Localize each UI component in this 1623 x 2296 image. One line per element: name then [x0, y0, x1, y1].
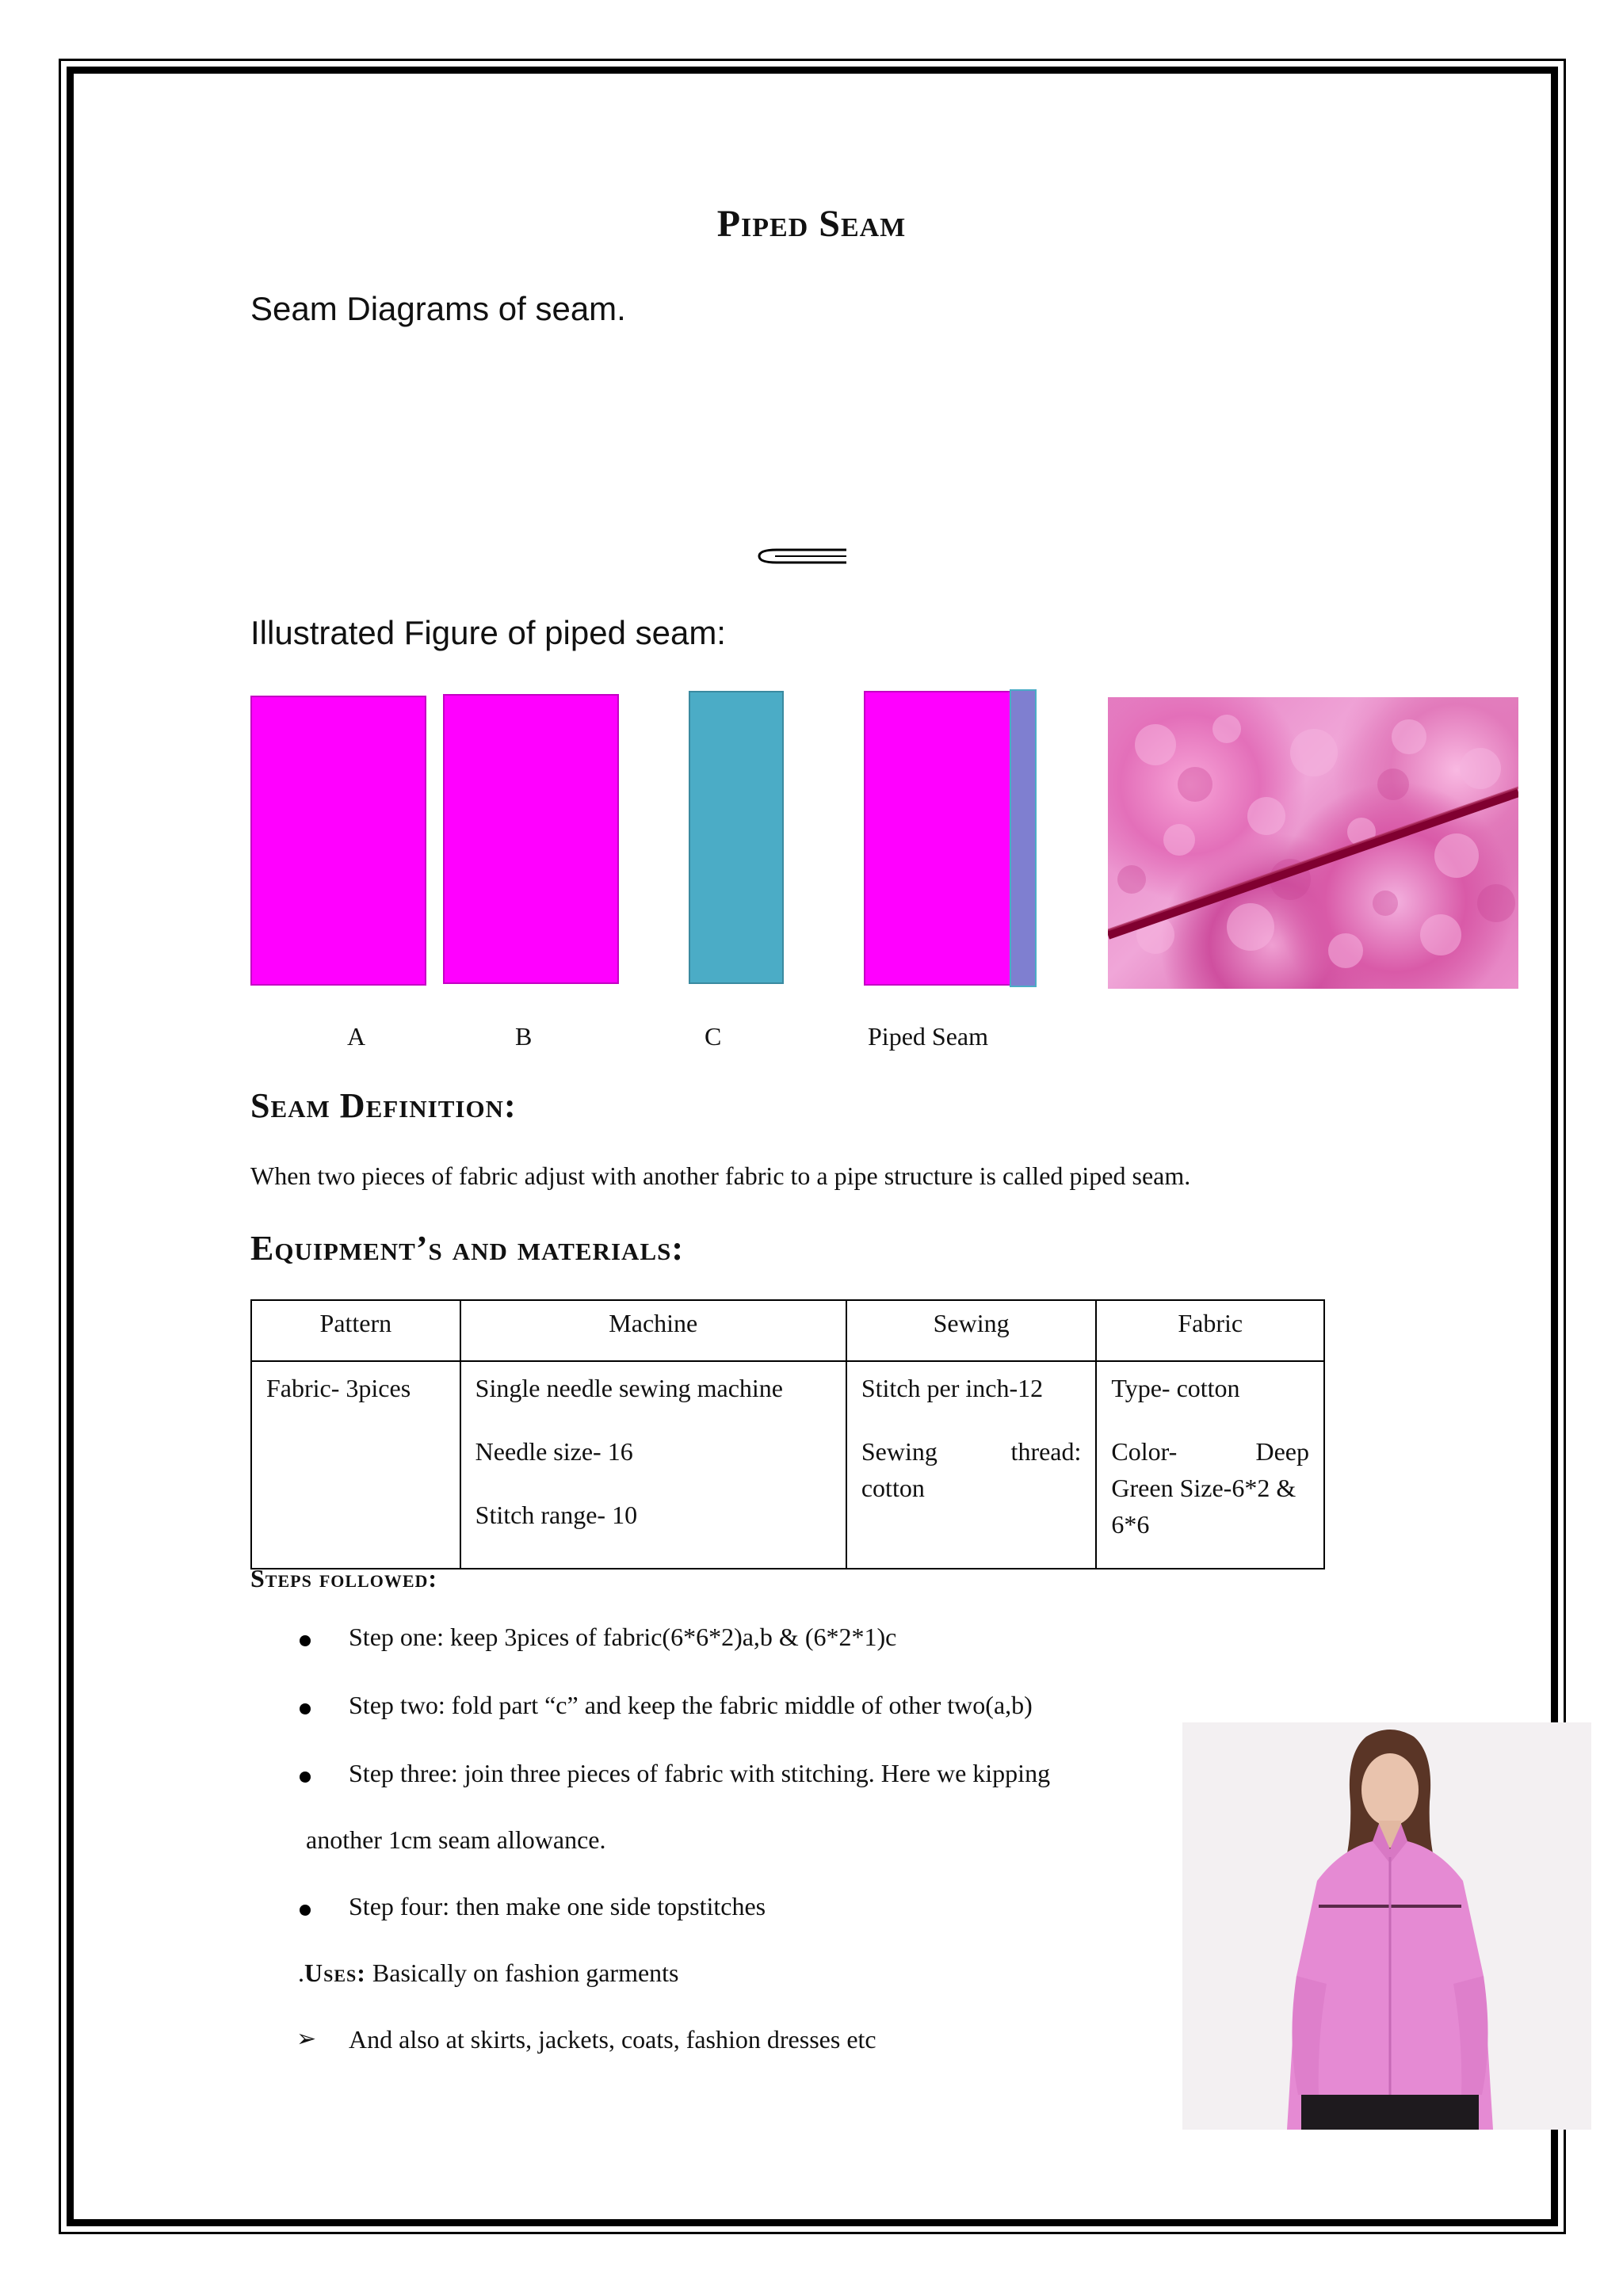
seam-diagram-heading: Seam Diagrams of seam.: [250, 290, 626, 327]
illustrated-figure-heading: Illustrated Figure of piped seam:: [250, 614, 726, 651]
table-row: [251, 1361, 1324, 1569]
stitch-per-inch: Stitch per inch-12: [861, 1374, 1044, 1402]
extra-use: And also at skirts, jackets, coats, fashion dresses etc: [349, 2025, 876, 2054]
needle-size: Needle size- 16: [475, 1437, 633, 1466]
equipment-heading: Equipment’s and materials:: [250, 1229, 685, 1268]
piped-seam-fabric: [864, 691, 1011, 986]
uses-label: Uses:: [304, 1958, 366, 1987]
table-header-pattern: Pattern: [251, 1300, 460, 1361]
table-header-row: [251, 1300, 1324, 1361]
fabric-size: Green Size-6*2 &: [1111, 1474, 1296, 1502]
seam-definition-text: When two pieces of fabric adjust with another fabric to a pipe structure is called piped seam.: [250, 1161, 1191, 1190]
step-four: Step four: then make one side topstitches: [349, 1892, 766, 1920]
steps-followed-heading: Steps followed:: [250, 1564, 438, 1592]
page-title: Piped Seam: [716, 203, 907, 245]
fabric-piping-photo: [1108, 697, 1518, 989]
sewing-thread-value: cotton: [861, 1474, 925, 1502]
piped-seam-piping: [1010, 689, 1037, 987]
stitch-range: Stitch range- 10: [475, 1501, 638, 1529]
fabric-piece-b: [443, 694, 619, 984]
table-cell-pattern: [251, 1361, 460, 1569]
step-two: Step two: fold part “c” and keep the fabric middle of other two(a,b): [349, 1691, 1033, 1719]
piped-seam-diagram-icon: [753, 545, 848, 569]
sewing-thread-label: Sewing thread:: [861, 1437, 1082, 1466]
equipment-table: [250, 1299, 1325, 1569]
uses-text: Basically on fashion garments: [365, 1958, 679, 1987]
figure-label-b: B: [515, 1022, 533, 1051]
fabric-color: Color- Deep: [1111, 1437, 1309, 1466]
table-cell-fabric: [1096, 1361, 1324, 1569]
arrow-bullet-icon: ➢: [296, 2025, 317, 2053]
step-three-continued: another 1cm seam allowance.: [306, 1825, 606, 1854]
bullet-icon: [300, 1772, 311, 1783]
figure-label-piped-seam: Piped Seam: [868, 1022, 988, 1051]
table-cell-machine: [460, 1361, 846, 1569]
bullet-icon: [300, 1905, 311, 1916]
machine-type: Single needle sewing machine: [475, 1374, 783, 1402]
step-three: Step three: join three pieces of fabric with stitching. Here we kipping: [349, 1759, 1051, 1787]
table-cell-sewing: [846, 1361, 1097, 1569]
bullet-icon: [300, 1703, 311, 1714]
pink-jacket-photo: [1182, 1722, 1591, 2130]
fabric-type: Type- cotton: [1111, 1374, 1240, 1402]
bullet-icon: [300, 1635, 311, 1646]
seam-definition-heading: Seam Definition:: [250, 1086, 517, 1125]
pattern-value: Fabric- 3pices: [266, 1374, 411, 1402]
table-header-machine: Machine: [460, 1300, 846, 1361]
uses-prefix: .: [298, 1958, 304, 1987]
figure-label-c: C: [705, 1022, 722, 1051]
table-header-fabric: Fabric: [1096, 1300, 1324, 1361]
fabric-piece-a: [250, 696, 426, 986]
fabric-size-cont: 6*6: [1111, 1510, 1150, 1539]
step-one: Step one: keep 3pices of fabric(6*6*2)a,b & (6*2*1)c: [349, 1623, 897, 1651]
table-header-sewing: Sewing: [846, 1300, 1097, 1361]
uses-line: [298, 1958, 679, 1988]
fabric-piece-c: [689, 691, 784, 984]
figure-label-a: A: [347, 1022, 366, 1051]
